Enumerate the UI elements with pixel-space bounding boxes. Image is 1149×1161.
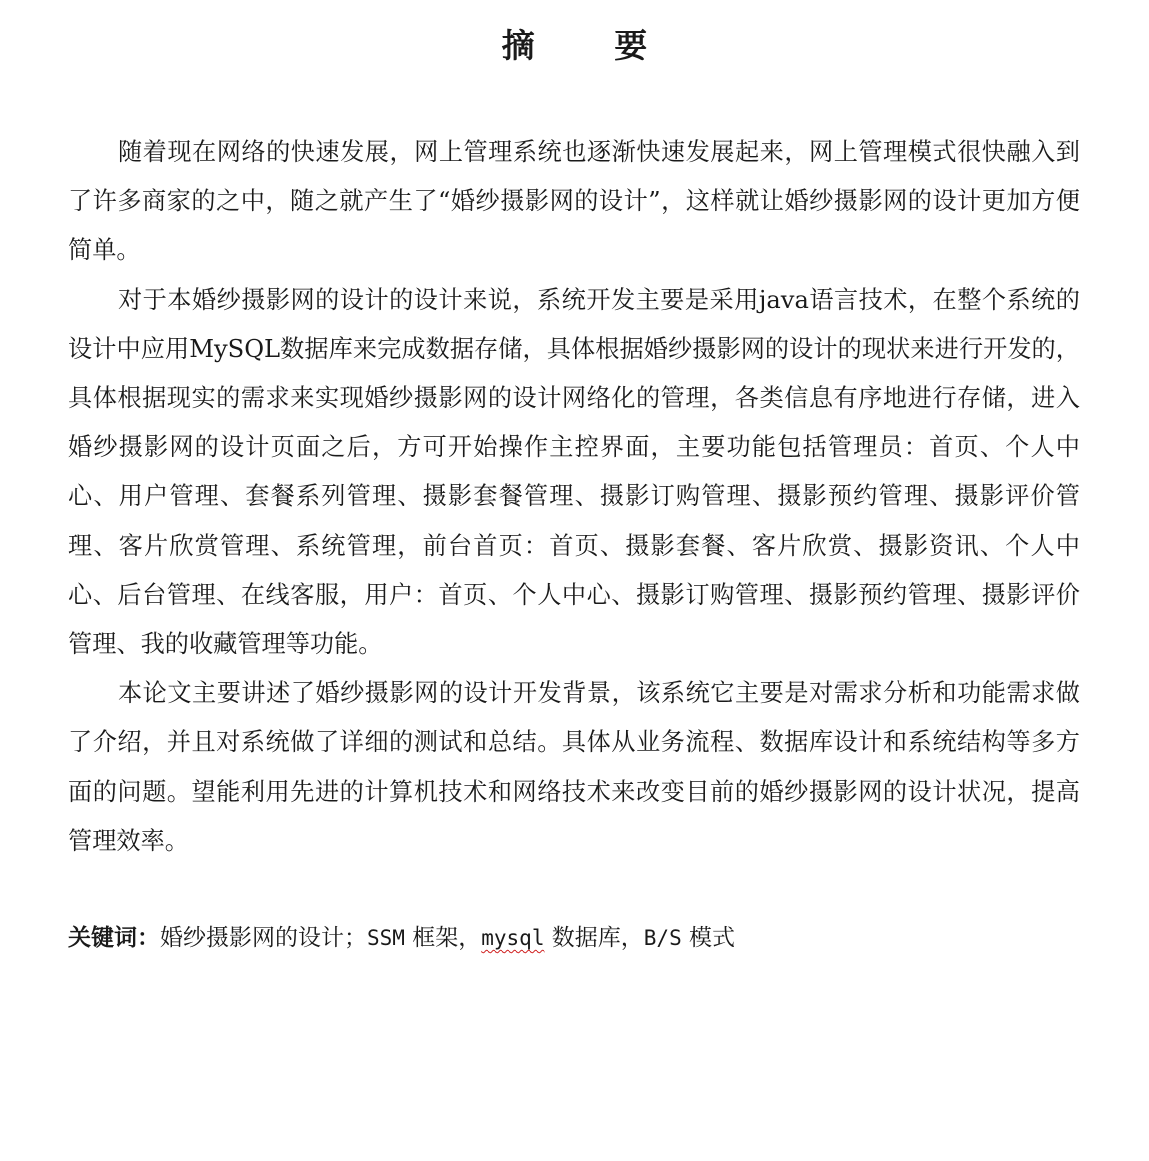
abstract-paragraph-2: 对于本婚纱摄影网的设计的设计来说，系统开发主要是采用java语言技术，在整个系统的设计中应用MySQL数据库来完成数据存储，具体根据婚纱摄影网的设计的现状来进行开发的，具体根据现实的需求来实现婚纱摄影网的设计网络化的管理，各类信息有序地进行存储，进入婚纱摄影网的设计页面之后，方可开始操作主控界面，主要功能包括管理员：首页、个人中心、用户管理、套餐系列管理、摄影套餐管理、摄影订购管理、摄影预约管理、摄影评价管理、客片欣赏管理、系统管理，前台首页：首页、摄影套餐、客片欣赏、摄影资讯、个人中心、后台管理、在线客服，用户：首页、个人中心、摄影订购管理、摄影预约管理、摄影评价管理、我的收藏管理等功能。: [68, 285, 1080, 659]
keyword-separator-1: ；: [344, 925, 367, 951]
keyword-2-latin: SSM: [367, 926, 405, 950]
keyword-3-cjk: 数据库: [544, 925, 621, 951]
keyword-2-cjk: 框架: [404, 925, 459, 951]
keyword-separator-2: ，: [458, 925, 482, 951]
keyword-4-cjk: 模式: [681, 925, 736, 951]
keywords-label: 关键词：: [68, 925, 160, 951]
abstract-paragraph-3: 本论文主要讲述了婚纱摄影网的设计开发背景，该系统它主要是对需求分析和功能需求做了介绍，并且对系统做了详细的测试和总结。具体从业务流程、数据库设计和系统结构等多方面的问题。望能利用先进的计算机技术和网络技术来改变目前的婚纱摄影网的设计状况，提高管理效率。: [68, 679, 1080, 855]
abstract-title: 摘 要: [501, 26, 682, 65]
keyword-4-latin: B/S: [643, 926, 682, 950]
keyword-1: 婚纱摄影网的设计: [160, 925, 344, 951]
keyword-separator-3: ，: [620, 925, 644, 951]
keyword-3-latin: mysql: [481, 926, 545, 950]
keywords-line: [68, 915, 1080, 961]
abstract-body: [68, 128, 1080, 866]
abstract-paragraph-1: 随着现在网络的快速发展，网上管理系统也逐渐快速发展起来，网上管理模式很快融入到了许多商家的之中，随之就产生了“婚纱摄影网的设计”，这样就让婚纱摄影网的设计更加方便简单。: [68, 138, 1080, 265]
